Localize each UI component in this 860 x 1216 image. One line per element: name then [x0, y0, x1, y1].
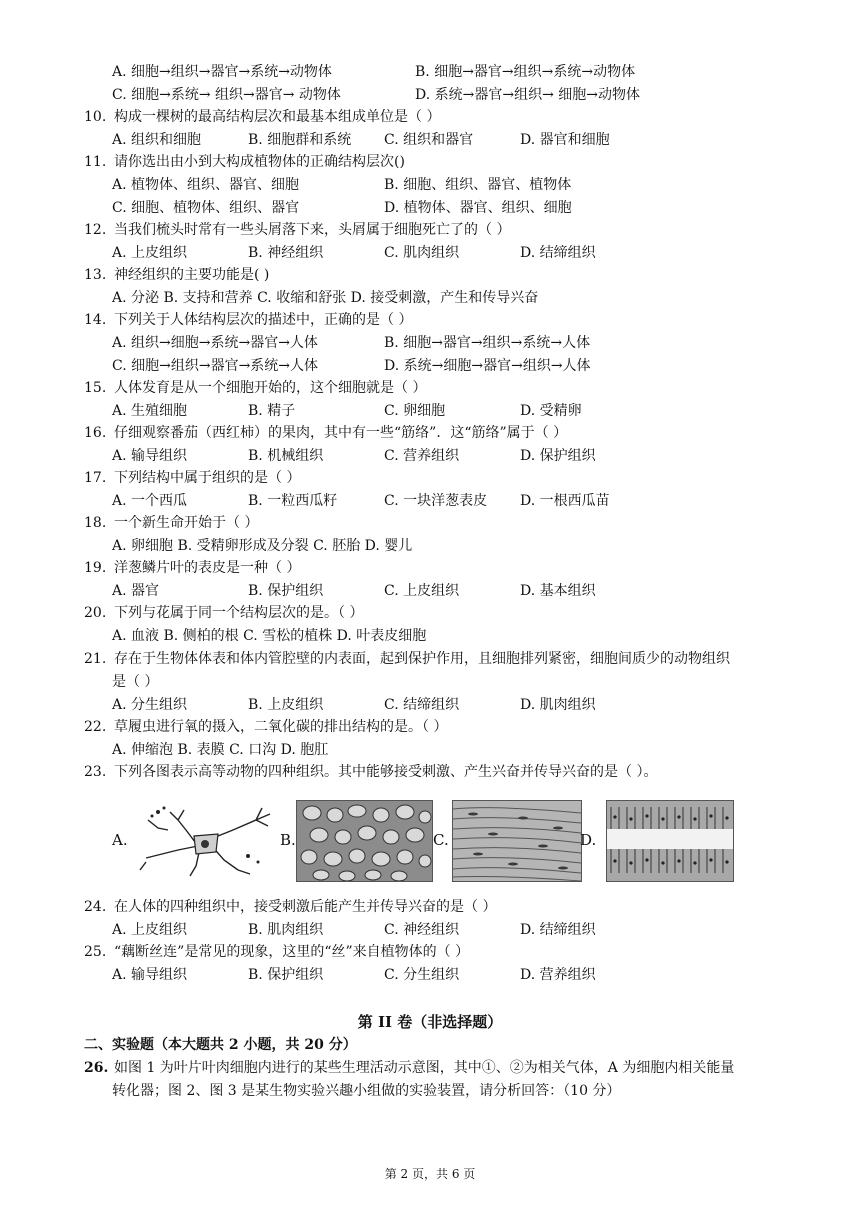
option-d: D. 营养组织: [520, 967, 596, 983]
question-stem: 下列各图表示高等动物的四种组织。其中能够接受刺激、产生兴奋并传导兴奋的是（ ）。: [114, 764, 658, 780]
question-14: [84, 310, 412, 330]
question-number: 24.: [84, 899, 107, 915]
option-b: B. 上皮组织: [248, 697, 324, 713]
question-stem: 构成一棵树的最高结构层次和最基本组成单位是（ ）: [114, 109, 441, 125]
question-stem: 神经组织的主要功能是( ): [114, 267, 270, 283]
question-26: [84, 1058, 734, 1078]
options-line: A. 卵细胞 B. 受精卵形成及分裂 C. 胚胎 D. 婴儿: [112, 538, 413, 554]
option-b: B. 保护组织: [248, 967, 324, 983]
options-line: A. 伸缩泡 B. 表膜 C. 口沟 D. 胞肛: [112, 742, 329, 758]
option-a: A. 输导组织: [112, 448, 188, 464]
question-15: [84, 378, 426, 398]
question-19: [84, 558, 300, 578]
option-d: D. 系统→细胞→器官→组织→人体: [384, 358, 591, 374]
option-a: A. 上皮组织: [112, 922, 188, 938]
prev-option-c: C. 细胞→系统→ 组织→器官→ 动物体: [112, 87, 341, 103]
option-b: B. 细胞群和系统: [248, 132, 352, 148]
option-d: D. 结缔组织: [520, 922, 596, 938]
question-stem: 仔细观察番茄（西红柿）的果肉，其中有一些“筋络”．这“筋络”属于（ ）: [114, 425, 568, 441]
question-number: 23.: [84, 764, 107, 780]
option-a: A. 组织→细胞→系统→器官→人体: [112, 335, 318, 351]
question-stem: 下列结构中属于组织的是（ ）: [114, 470, 301, 486]
question-stem: 请你选出由小到大构成植物体的正确结构层次(): [114, 154, 405, 170]
question-stem: 洋葱鳞片叶的表皮是一种（ ）: [114, 560, 301, 576]
option-d: D. 器官和细胞: [520, 132, 610, 148]
question-stem-continued: 是（ ）: [112, 674, 159, 690]
option-a: A. 一个西瓜: [112, 493, 188, 509]
option-c: C. 分生组织: [384, 967, 460, 983]
option-d: D. 受精卵: [520, 403, 582, 419]
option-a: A. 生殖细胞: [112, 403, 188, 419]
image-label-a: A.: [112, 831, 128, 849]
section-heading: 二、实验题（本大题共 2 小题，共 20 分）: [84, 1037, 357, 1053]
question-20: [84, 603, 363, 623]
question-number: 21.: [84, 651, 107, 667]
question-number: 22.: [84, 719, 107, 735]
image-label-b: B.: [280, 831, 296, 849]
muscle-tissue-image: [452, 800, 582, 882]
option-b: B. 细胞→器官→组织→系统→人体: [384, 335, 591, 351]
question-stem: 存在于生物体体表和体内管腔壁的内表面，起到保护作用，且细胞排列紧密，细胞间质少的动物组织: [114, 651, 730, 667]
question-stem: 如图 1 为叶片叶肉细胞内进行的某些生理活动示意图，其中①、②为相关气体，A 为细胞内相关能量: [114, 1060, 735, 1076]
option-b: B. 细胞、组织、器官、植物体: [384, 177, 572, 193]
option-c: C. 结缔组织: [384, 697, 460, 713]
question-24: [84, 897, 496, 917]
options-line: A. 血液 B. 侧柏的根 C. 雪松的植株 D. 叶表皮细胞: [112, 628, 427, 644]
question-stem: 在人体的四种组织中，接受刺激后能产生并传导兴奋的是（ ）: [114, 899, 497, 915]
option-d: D. 肌肉组织: [520, 697, 596, 713]
question-10: [84, 107, 440, 127]
question-number: 14.: [84, 312, 107, 328]
question-number: 19.: [84, 560, 107, 576]
question-22: [84, 717, 447, 737]
question-stem-continued: 转化器；图 2、图 3 是某生物实验兴趣小组做的实验装置，请分析回答：（10 分）: [112, 1083, 621, 1099]
question-11: [84, 152, 405, 172]
nerve-tissue-image: [138, 800, 278, 880]
option-b: B. 一粒西瓜籽: [248, 493, 338, 509]
option-c: C. 肌肉组织: [384, 245, 460, 261]
question-13: [84, 265, 269, 285]
option-c: C. 细胞、植物体、组织、器官: [112, 200, 300, 216]
question-number: 20.: [84, 605, 107, 621]
option-d: D. 植物体、器官、组织、细胞: [384, 200, 572, 216]
option-b: B. 保护组织: [248, 583, 324, 599]
option-b: B. 神经组织: [248, 245, 324, 261]
question-stem: 草履虫进行氧的摄入，二氧化碳的排出结构的是。（ ）: [114, 719, 448, 735]
prev-option-d: D. 系统→器官→组织→ 细胞→动物体: [415, 87, 640, 103]
option-a: A. 组织和细胞: [112, 132, 202, 148]
question-number: 12.: [84, 222, 107, 238]
question-number: 17.: [84, 470, 107, 486]
question-number: 10.: [84, 109, 107, 125]
option-a: A. 分生组织: [112, 697, 188, 713]
question-number: 16.: [84, 425, 107, 441]
epithelial-tissue-image: [606, 800, 734, 882]
question-12: [84, 220, 510, 240]
option-c: C. 神经组织: [384, 922, 460, 938]
option-a: A. 植物体、组织、器官、细胞: [112, 177, 300, 193]
image-label-c: C.: [433, 831, 449, 849]
option-d: D. 保护组织: [520, 448, 596, 464]
question-stem: 当我们梳头时常有一些头屑落下来，头屑属于细胞死亡了的（ ）: [114, 222, 511, 238]
option-a: A. 上皮组织: [112, 245, 188, 261]
question-16: [84, 423, 567, 443]
question-stem: 一个新生命开始于（ ）: [114, 515, 259, 531]
question-stem: 下列与花属于同一个结构层次的是。（ ）: [114, 605, 364, 621]
option-c: C. 细胞→组织→器官→系统→人体: [112, 358, 319, 374]
section-title: 第 II 卷（非选择题）: [357, 1013, 503, 1031]
question-stem: 人体发育是从一个细胞开始的，这个细胞就是（ ）: [114, 380, 427, 396]
prev-option-b: B. 细胞→器官→组织→系统→动物体: [415, 64, 636, 80]
option-b: B. 机械组织: [248, 448, 324, 464]
option-d: D. 基本组织: [520, 583, 596, 599]
option-d: D. 一根西瓜苗: [520, 493, 610, 509]
image-label-d: D.: [580, 831, 597, 849]
option-c: C. 组织和器官: [384, 132, 474, 148]
option-a: A. 输导组织: [112, 967, 188, 983]
option-b: B. 肌肉组织: [248, 922, 324, 938]
cartilage-tissue-image: [296, 800, 433, 882]
question-number: 13.: [84, 267, 107, 283]
option-c: C. 上皮组织: [384, 583, 460, 599]
question-stem: 下列关于人体结构层次的描述中，正确的是（ ）: [114, 312, 413, 328]
page-footer: 第 2 页，共 6 页: [384, 1167, 476, 1181]
question-number: 26.: [84, 1060, 109, 1076]
question-stem: “藕断丝连”是常见的现象，这里的“丝”来自植物体的（ ）: [114, 944, 470, 960]
options-line: A. 分泌 B. 支持和营养 C. 收缩和舒张 D. 接受刺激，产生和传导兴奋: [112, 290, 539, 306]
option-c: C. 营养组织: [384, 448, 460, 464]
option-c: C. 一块洋葱表皮: [384, 493, 488, 509]
question-18: [84, 513, 258, 533]
question-number: 11.: [84, 154, 107, 170]
question-number: 15.: [84, 380, 107, 396]
question-number: 18.: [84, 515, 107, 531]
option-a: A. 器官: [112, 583, 160, 599]
option-d: D. 结缔组织: [520, 245, 596, 261]
option-c: C. 卵细胞: [384, 403, 446, 419]
question-21: [84, 649, 730, 669]
question-17: [84, 468, 300, 488]
prev-option-a: A. 细胞→组织→器官→系统→动物体: [112, 64, 332, 80]
question-23: [84, 762, 657, 782]
question-25: [84, 942, 469, 962]
question-number: 25.: [84, 944, 107, 960]
option-b: B. 精子: [248, 403, 296, 419]
